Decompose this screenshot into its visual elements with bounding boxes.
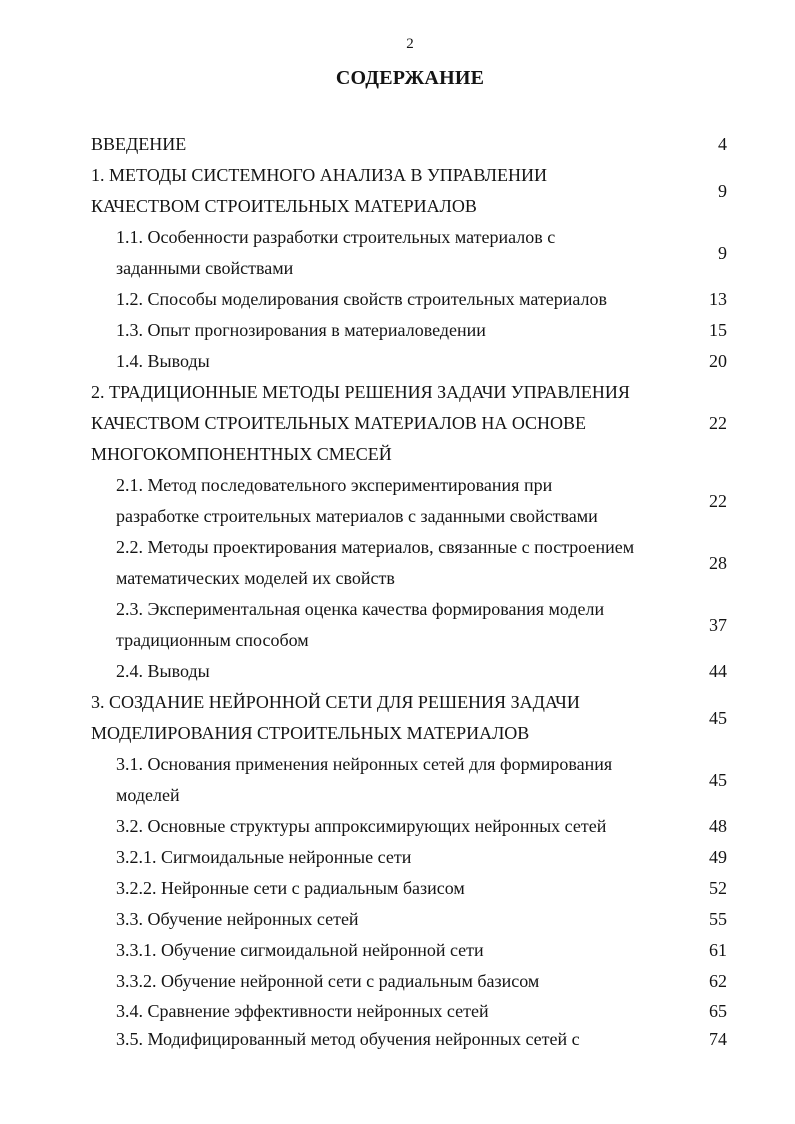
toc-entry-text: 2.1. Метод последовательного экспериментирования при [116, 475, 553, 495]
toc-page-number: 22 [709, 491, 727, 511]
toc-entry [0, 749, 795, 811]
toc-page-number: 22 [709, 413, 727, 433]
toc-page-number: 55 [709, 909, 727, 929]
toc-page-number: 9 [718, 181, 727, 201]
toc-page-number: 52 [709, 878, 727, 898]
toc-page-number: 45 [709, 708, 727, 728]
toc-entry [0, 222, 795, 284]
toc-entry-text: 3.2.1. Сигмоидальные нейронные сети [116, 847, 412, 867]
toc-entry-text: 1.1. Особенности разработки строительных материалов с [116, 227, 556, 247]
toc-page-number: 15 [709, 320, 727, 340]
toc-entry-text: 3.5. Модифицированный метод обучения нейронных сетей с [116, 1029, 580, 1049]
toc-entry-text: 2.3. Экспериментальная оценка качества формирования модели [116, 599, 605, 619]
toc-entry-text: моделей [116, 785, 180, 805]
toc-entry-text: МНОГОКОМПОНЕНТНЫХ СМЕСЕЙ [91, 444, 392, 464]
toc-entry [0, 996, 795, 1027]
toc-entry-text: 3. СОЗДАНИЕ НЕЙРОННОЙ СЕТИ ДЛЯ РЕШЕНИЯ ЗАДАЧИ [91, 692, 580, 712]
toc-entry-text: 2. ТРАДИЦИОННЫЕ МЕТОДЫ РЕШЕНИЯ ЗАДАЧИ УПРАВЛЕНИЯ [91, 382, 630, 402]
toc-entry-text: МОДЕЛИРОВАНИЯ СТРОИТЕЛЬНЫХ МАТЕРИАЛОВ [91, 723, 530, 743]
toc-entry [0, 594, 795, 656]
toc-entry [0, 377, 795, 470]
page-title: СОДЕРЖАНИЕ [335, 67, 485, 89]
toc-page-number: 44 [709, 661, 727, 681]
toc-page-number: 20 [709, 351, 727, 371]
toc-entry-text: 1. МЕТОДЫ СИСТЕМНОГО АНАЛИЗА В УПРАВЛЕНИИ [91, 165, 547, 185]
page-number: 2 [406, 36, 414, 52]
toc-page-number: 62 [709, 971, 727, 991]
toc-entry-text: традиционным способом [116, 630, 309, 650]
toc-entry [0, 966, 795, 997]
toc-page-number: 65 [709, 1001, 727, 1021]
toc-entry-text: КАЧЕСТВОМ СТРОИТЕЛЬНЫХ МАТЕРИАЛОВ НА ОСНОВЕ [91, 413, 587, 433]
toc-entry-text: математических моделей их свойств [116, 568, 395, 588]
toc-page-number: 28 [709, 553, 727, 573]
toc-page-number: 37 [709, 615, 727, 635]
toc-page-number: 4 [718, 134, 727, 154]
toc-entry-text: 2.4. Выводы [116, 661, 210, 681]
toc-entry [0, 129, 795, 160]
toc-entry-text: ВВЕДЕНИЕ [91, 134, 187, 154]
toc-entry-text: 3.1. Основания применения нейронных сетей для формирования [116, 754, 613, 774]
toc-entry [0, 842, 795, 873]
toc-entry [0, 935, 795, 966]
toc-entry [0, 873, 795, 904]
toc-page-number: 13 [709, 289, 727, 309]
toc-entry-text: 2.2. Методы проектирования материалов, связанные с построением [116, 537, 635, 557]
toc-entry [0, 160, 795, 222]
toc-entry-text: 3.3. Обучение нейронных сетей [116, 909, 359, 929]
toc-entry-text: 3.3.2. Обучение нейронной сети с радиальным базисом [116, 971, 540, 991]
toc-entry-text: 3.3.1. Обучение сигмоидальной нейронной сети [116, 940, 484, 960]
toc-entry-text: разработке строительных материалов с заданными свойствами [116, 506, 598, 526]
toc-entry [0, 656, 795, 687]
toc-page-number: 49 [709, 847, 727, 867]
toc-entry [0, 470, 795, 532]
toc-entry [0, 687, 795, 749]
toc-page-number: 9 [718, 243, 727, 263]
toc-entry [0, 1024, 795, 1055]
toc-page-number: 74 [709, 1029, 727, 1049]
toc-page-number: 48 [709, 816, 727, 836]
toc-entry-text: 3.2.2. Нейронные сети с радиальным базисом [116, 878, 465, 898]
toc-page-number: 61 [709, 940, 727, 960]
toc-entry-text: 1.3. Опыт прогнозирования в материаловедении [116, 320, 486, 340]
toc-entry-text: КАЧЕСТВОМ СТРОИТЕЛЬНЫХ МАТЕРИАЛОВ [91, 196, 477, 216]
toc-entry [0, 315, 795, 346]
toc-entry-text: 1.2. Способы моделирования свойств строительных материалов [116, 289, 608, 309]
toc-entry-text: 3.4. Сравнение эффективности нейронных сетей [116, 1001, 489, 1021]
toc-entry [0, 284, 795, 315]
toc-page-number: 45 [709, 770, 727, 790]
toc-entry-text: 1.4. Выводы [116, 351, 210, 371]
toc-entry-text: заданными свойствами [116, 258, 294, 278]
toc-entry [0, 811, 795, 842]
toc-entry [0, 532, 795, 594]
toc-entry [0, 346, 795, 377]
toc-entry [0, 904, 795, 935]
toc-entry-text: 3.2. Основные структуры аппроксимирующих нейронных сетей [116, 816, 607, 836]
